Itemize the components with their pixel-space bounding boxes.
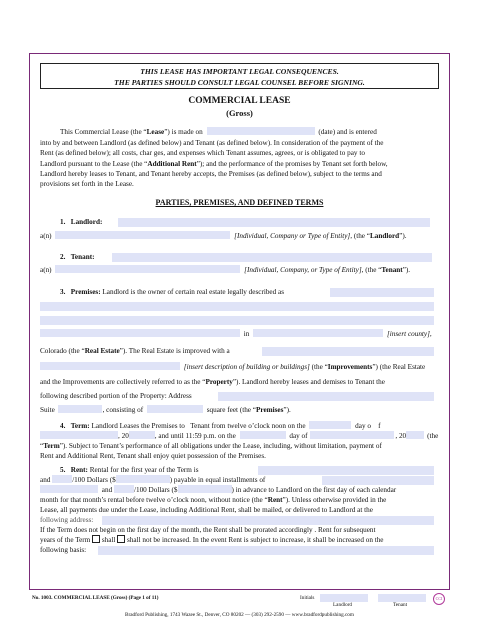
publisher-line: Bradford Publishing, 1743 Wazee St., Denver, CO 80202 — (303) 292-2590 — www.bradfordpublishing.com: [125, 612, 354, 618]
legal-description-field-1[interactable]: [330, 288, 434, 297]
annual-rent-cents-field[interactable]: [52, 475, 72, 483]
section-heading: PARTIES, PREMISES, AND DEFINED TERMS: [155, 198, 324, 207]
address-line: following described portion of the Property: Address: [40, 392, 192, 400]
intro-line-1: This Commercial Lease (the “Lease”) is made on (date) and is entered: [60, 128, 377, 136]
landlord-entity-field[interactable]: [55, 231, 230, 239]
rent-increase-shall-not-checkbox[interactable]: [117, 535, 125, 543]
installment-cents-field[interactable]: [114, 485, 134, 493]
intro-line-3: Rent (as defined below); all costs, char ges, and expenses which Tenant assumes, agrees, or is obligated to pay to: [40, 149, 365, 157]
intro-line-6: provisions set forth in the Lease.: [40, 180, 134, 188]
intro-line-4: Landlord pursuant to the Lease (the “Additional Rent”); and the performance of the promises by Tenant set forth below,: [40, 160, 388, 168]
term-start-day-field[interactable]: [309, 421, 351, 429]
tenant-name-field[interactable]: [112, 253, 432, 262]
term-line-4: Rent and Additional Rent, Tenant shall enjoy quiet possession of the Premises.: [40, 452, 266, 460]
rent-line-8: years of the Term shall shall not be increased. In the event Rent is subject to increase, it shall be increased on the: [40, 536, 384, 544]
term-start-month-field[interactable]: [40, 431, 118, 439]
rent-increase-shall-checkbox[interactable]: [92, 535, 100, 543]
installment-words-field-1[interactable]: [322, 476, 434, 485]
legal-description-field-3[interactable]: [40, 316, 434, 325]
installment-words-field-2[interactable]: [40, 485, 98, 493]
rent-line-7: If the Term does not begin on the first day of the month, the Rent shall be prorated accordingly . Rent for subsequent: [40, 526, 376, 534]
county-line: in [insert county],: [40, 329, 432, 340]
tenant-initials-field[interactable]: [378, 594, 426, 602]
tenant-initials-label: Tenant: [393, 602, 408, 608]
term-end-day-field[interactable]: [240, 431, 286, 439]
term-end-month-field[interactable]: [310, 431, 394, 439]
installment-amount-field[interactable]: [178, 485, 232, 493]
payment-address-field[interactable]: [102, 516, 434, 525]
term-start-year-field[interactable]: [129, 431, 155, 439]
lease-date-field[interactable]: [207, 127, 315, 135]
rent-line-3: and /100 Dollars ($ ) in advance to Landlord on the first day of each calendar: [40, 485, 396, 496]
landlord-name-field[interactable]: [118, 218, 430, 227]
document-subtitle: (Gross): [226, 108, 253, 118]
rent-line-1: 5. Rent: Rental for the first year of the Term is: [60, 466, 199, 474]
landlord-label: 1. Landlord:: [60, 218, 103, 226]
rent-line-9: following basis:: [40, 546, 87, 554]
tenant-label: 2. Tenant:: [60, 253, 95, 261]
warning-line-2: THE PARTIES SHOULD CONSULT LEGAL COUNSEL BEFORE SIGNING.: [114, 78, 365, 87]
landlord-initials-label: Landlord: [333, 602, 353, 608]
term-line-3: “Term”). Subject to Tenant’s performance of all obligations under the Lease, including, without limitation, payment of: [40, 442, 382, 450]
tenant-entity-line: a(n) [Individual, Company, or Type of Entity], (the “Tenant”).: [40, 266, 411, 274]
rent-line-4: month for that month’s rental before twelve o’clock noon, without notice (the “Rent”). Unless otherwise provided in the: [40, 496, 387, 504]
legal-description-field-2[interactable]: [40, 302, 434, 311]
term-line-1: 4. Term: Landlord Leases the Premises to Tenant from twelve o’clock noon on the day o f: [60, 422, 381, 430]
document-title: COMMERCIAL LEASE: [188, 96, 291, 106]
rent-line-2: and /100 Dollars ($ ) payable in equal installments of: [40, 476, 266, 484]
term-end-year-field[interactable]: [406, 431, 424, 439]
rent-line-5: Lease, all payments due under the Lease, including Additional Rent, shall be mailed, or delivered to Landlord at the: [40, 506, 373, 514]
county-field[interactable]: [253, 329, 383, 337]
square-feet-field[interactable]: [147, 405, 203, 413]
tenant-entity-field[interactable]: [55, 265, 240, 273]
landlord-initials-field[interactable]: [320, 594, 368, 602]
rent-line-6: following address:: [40, 516, 94, 524]
intro-line-5: Landlord hereby leases to Tenant, and Tenant hereby accepts, the Premises (as defined below), subject to the terms and: [40, 170, 382, 178]
annual-rent-words-field[interactable]: [258, 466, 434, 475]
property-line: and the Improvements are collectively referred to as the “Property”). Landlord hereby leases and demises to Tenant the: [40, 378, 385, 386]
initials-label: Initials: [300, 595, 315, 601]
form-number: No. 1003. COMMERCIAL LEASE (Gross) (Page 1 of 11): [32, 595, 159, 601]
suite-field[interactable]: [58, 405, 102, 413]
suite-line: Suite , consisting of square feet (the “Premises”).: [40, 406, 291, 414]
publisher-seal-icon: CCI: [433, 593, 445, 605]
real-estate-line: Colorado (the “Real Estate”). The Real Estate is improved with a: [40, 347, 230, 355]
premises-line-1: 3. Premises: Landlord is the owner of certain real estate legally described as: [60, 288, 284, 296]
improvements-field-2[interactable]: [40, 362, 180, 370]
improvements-line: [insert description of building or buildings] (the “Improvements”) (the Real Estate: [40, 362, 425, 373]
annual-rent-amount-field[interactable]: [116, 475, 170, 483]
intro-line-2: into by and between Landlord (as defined below) and Tenant (as defined below). In consideration of the payment of the: [40, 139, 384, 147]
landlord-entity-line: a(n) [Individual, Company or Type of Entity], (the “Landlord”).: [40, 232, 407, 240]
legal-description-field-4[interactable]: [40, 329, 240, 337]
improvements-field-1[interactable]: [262, 347, 434, 356]
warning-line-1: THIS LEASE HAS IMPORTANT LEGAL CONSEQUENCES.: [140, 67, 339, 76]
legal-warning-box: [40, 63, 439, 89]
premises-address-field[interactable]: [218, 392, 434, 401]
term-line-2: , 20 , and until 11:59 p.m. on the day of , 20 (the: [40, 431, 438, 442]
increase-basis-field[interactable]: [98, 546, 434, 555]
